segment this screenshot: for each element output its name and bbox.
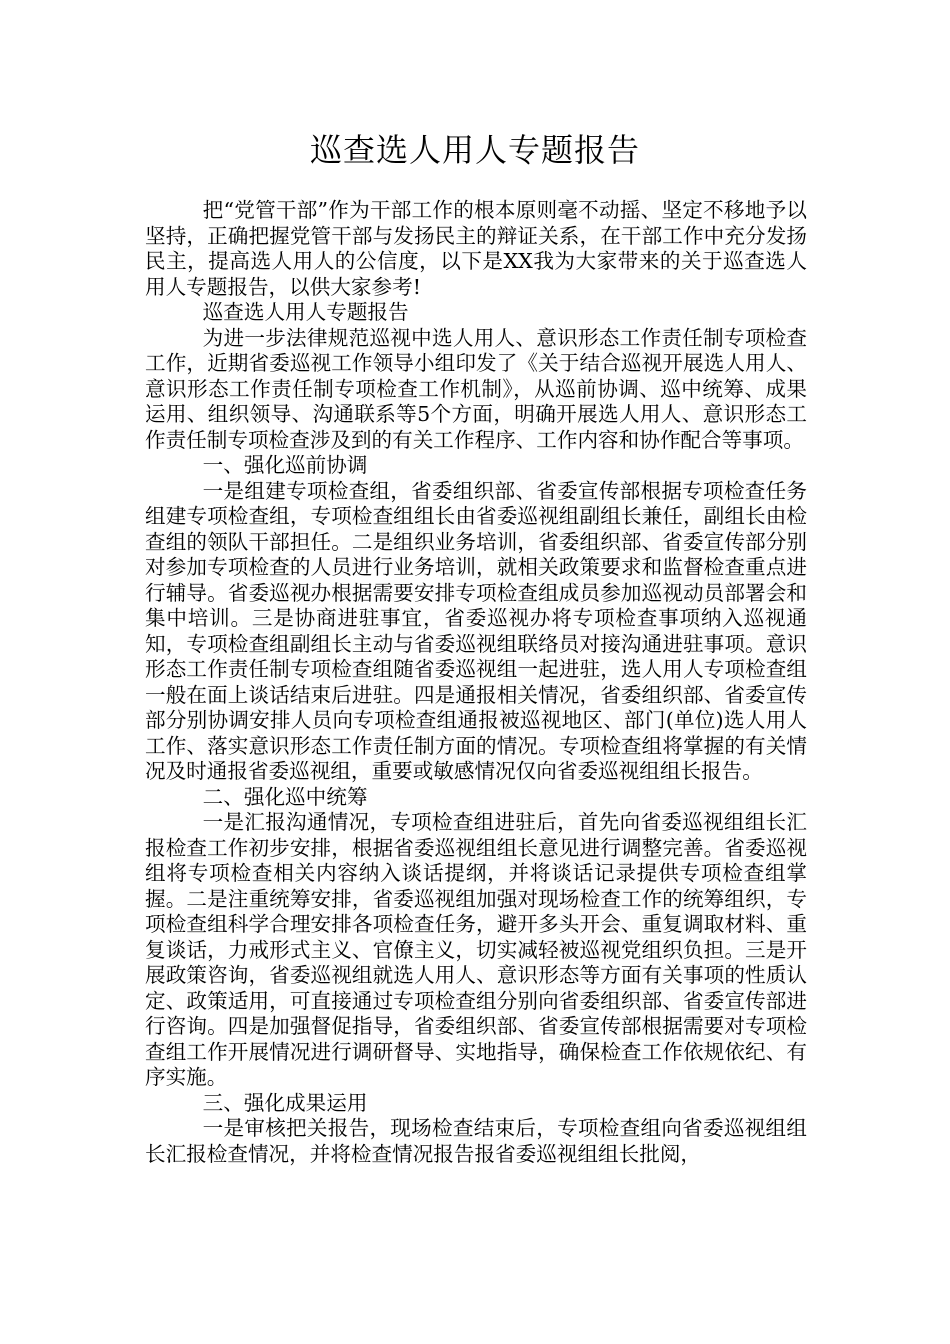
section-1-paragraph: 一是组建专项检查组，省委组织部、省委宣传部根据专项检查任务组建专项检查组，专项检查组组长由省委巡视组副组长兼任，副组长由检查组的领队干部担任。二是组织业务培训，省委组织部、省委宣传部分别对参加专项检查的人员进行业务培训，就相关政策要求和监督检查重点进行辅导。省委巡视办根据需要安排专项检查组成员参加巡视动员部署会和集中培训。三是协商进驻事宜，省委巡视办将专项检查事项纳入巡视通知，专项检查组副组长主动与省委巡视组联络员对接沟通进驻事项。意识形态工作责任制专项检查组随省委巡视组一起进驻，选人用人专项检查组一般在面上谈话结束后进驻。四是通报相关情况，省委组织部、省委宣传部分别协调安排人员向专项检查组通报被巡视地区、部门(单位)选人用人工作、落实意识形态工作责任制方面的情况。专项检查组将掌握的有关情况及时通报省委巡视组，重要或敏感情况仅向省委巡视组组长报告。: [145, 478, 807, 783]
document-title: 巡查选人用人专题报告: [309, 131, 640, 169]
intro-paragraph: 把“党管干部”作为干部工作的根本原则毫不动摇、坚定不移地予以坚持，正确把握党管干部与发扬民主的辩证关系，在干部工作中充分发扬民主，提高选人用人的公信度，以下是XX我为大家带来的关于巡查选人用人专题报告，以供大家参考!: [145, 198, 807, 299]
overview-paragraph: 为进一步法律规范巡视中选人用人、意识形态工作责任制专项检查工作，近期省委巡视工作领导小组印发了《关于结合巡视开展选人用人、意识形态工作责任制专项检查工作机制》，从巡前协调、巡中统筹、成果运用、组织领导、沟通联系等5个方面，明确开展选人用人、意识形态工作责任制专项检查涉及到的有关工作程序、工作内容和协作配合等事项。: [145, 325, 807, 452]
section-heading-3: 三、强化成果运用: [202, 1090, 368, 1115]
section-heading-2: 二、强化巡中统筹: [202, 784, 368, 809]
document-body: [145, 198, 807, 1167]
section-3-paragraph: 一是审核把关报告，现场检查结束后，专项检查组向省委巡视组组长汇报检查情况，并将检查情况报告报省委巡视组组长批阅，: [145, 1116, 807, 1166]
section-2-paragraph: 一是汇报沟通情况，专项检查组进驻后，首先向省委巡视组组长汇报检查工作初步安排，根据省委巡视组组长意见进行调整完善。省委巡视组将专项检查相关内容纳入谈话提纲，并将谈话记录提供专项检查组掌握。二是注重统筹安排，省委巡视组加强对现场检查工作的统筹组织，专项检查组科学合理安排各项检查任务，避开多头开会、重复调取材料、重复谈话，力戒形式主义、官僚主义，切实减轻被巡视党组织负担。三是开展政策咨询，省委巡视组就选人用人、意识形态等方面有关事项的性质认定、政策适用，可直接通过专项检查组分别向省委组织部、省委宣传部进行咨询。四是加强督促指导，省委组织部、省委宣传部根据需要对专项检查组工作开展情况进行调研督导、实地指导，确保检查工作依规依纪、有序实施。: [145, 810, 807, 1089]
subtitle-paragraph: 巡查选人用人专题报告: [202, 300, 409, 324]
section-heading-1: 一、强化巡前协调: [202, 453, 368, 477]
